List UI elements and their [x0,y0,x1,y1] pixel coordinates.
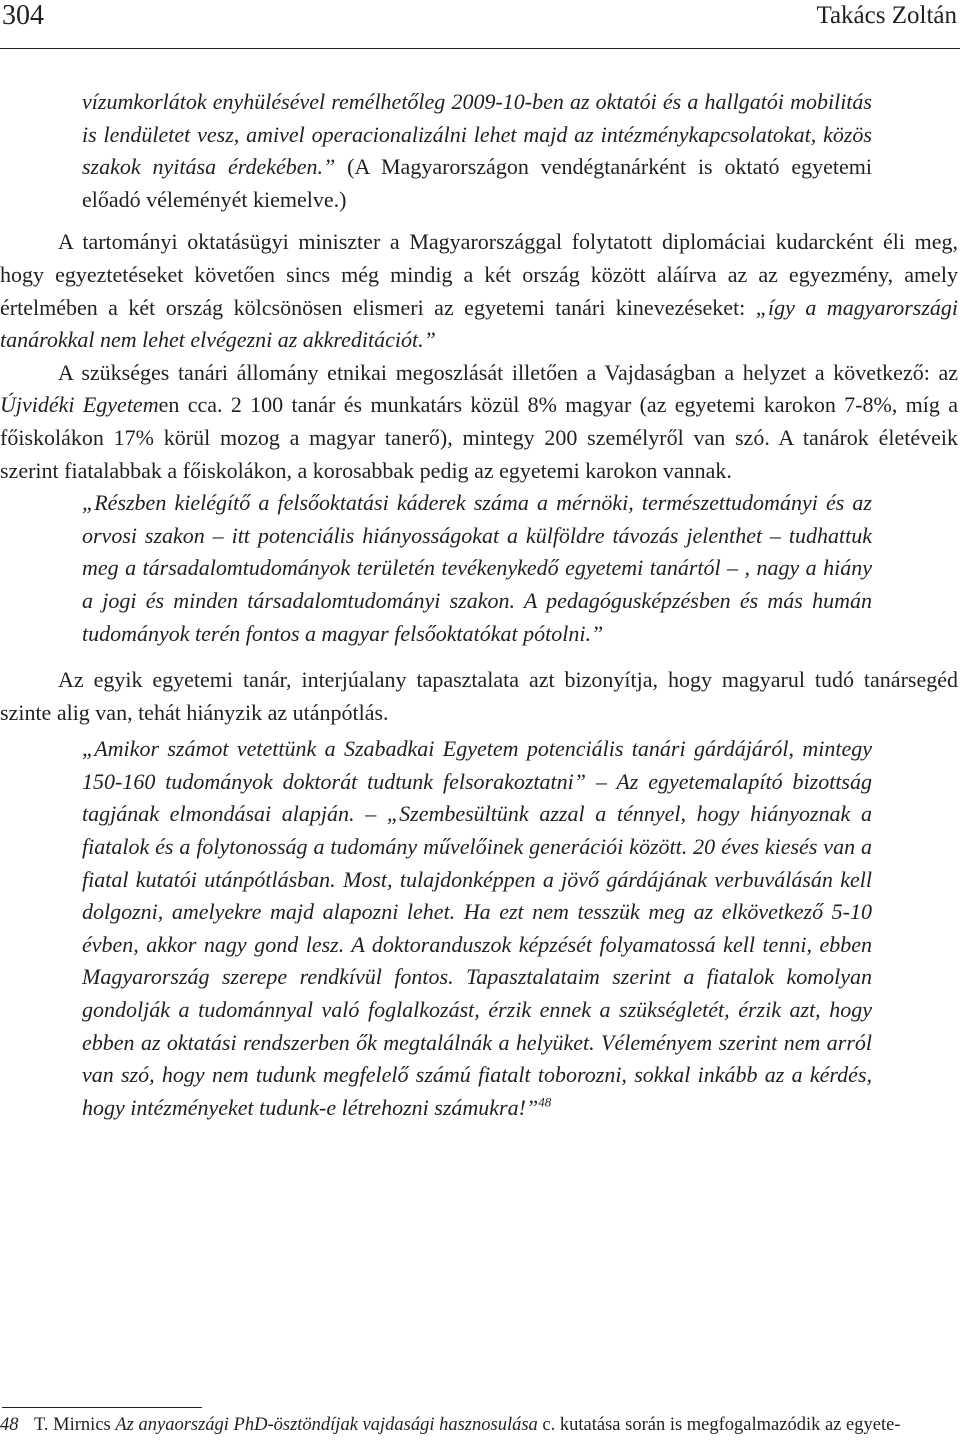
quote-continuation-text: vízumkorlátok enyhülésével remélhetőleg 2009-10-ben az oktatói és a hallgatói mobilitás is lendületet vesz, amivel operacionalizálni lehet majd az intézménykapcsolatokat, közös szakok nyitása érdekében.” [82,89,872,180]
paragraph-staff-text-after: en cca. 2 100 tanár és munkatárs közül 8% magyar (az egyetemi karokon 7-8%, míg a főiskolákon 17% körül mozog a magyar tanerő), mintegy 200 személyről van szó. A tanárok életéveik szerint fiatalabbak a főiskolákon, a korosabbak pedig az egyetemi karokon vannak. [0,392,958,483]
paragraph-ministry-quote: „így a magyarországi tanárokkal nem lehet elvégezni az akkreditációt.” [0,294,958,353]
footnote-text-before: T. Mirnics [34,1415,116,1435]
running-author: Takács Zoltán [816,2,957,29]
quote-source-note: (A Magyarországon vendégtanárként is oktató egyetemi előadó véleményét kiemelve.) [82,154,872,212]
university-name: Újvidéki Egyetem [0,392,159,418]
footnote-marker: 48 [0,1415,19,1435]
running-header [0,0,960,49]
page-body [0,86,958,1124]
footnote-reference[interactable]: 48 [538,1094,552,1110]
footnote-separator [2,1407,202,1408]
footnote-cited-title: Az anyaországi PhD-ösztöndíjak vajdasági hasznosulása [115,1415,538,1435]
footnote [0,1413,960,1437]
quote-continuation [82,86,872,216]
page-number: 304 [2,0,44,31]
block-quote-subotica-text: „Amikor számot vetettünk a Szabadkai Egyetem potenciális tanári gárdájáról, mintegy 150-160 tudományok doktorát tudtunk felsorakoztatni” – Az egyetemalapító bizottság tagjának elmondásai alapján. – „Szembesültünk azzal a ténnyel, hogy hiányoznak a fiatalok és a folytonosság a tudomány művelőinek generációi között. 20 éves kiesés van a fiatal kutatói utánpótlásban. Most, tulajdonképpen a jövő gárdájának verbuválásán kell dolgozni, amelyekre majd alapozni lehet. Ha ezt nem tesszük meg az elkövetkező 5-10 évben, akkor nagy gond lesz. A doktoranduszok képzését folyamatossá kell tenni, ebben Magyarország szerepe rendkívül fontos. Tapasztalataim szerint a fiatalok komolyan gondolják a tudománnyal való foglalkozást, érzik ennek a szükségletét, érzik azt, hogy ebben az oktatási rendszerben ők megtalálnák a helyüket. Véleményem szerint nem arról van szó, hogy nem tudunk megfelelő számú fiatalt toborozni, sokkal inkább az a kérdés, hogy intézményeket tudunk-e létrehozni számukra!” [82,736,872,1120]
paragraph-staff-distribution [0,357,958,487]
paragraph-interview: Az egyik egyetemi tanár, interjúalany tapasztalata azt bizonyítja, hogy magyarul tudó tanársegéd szinte alig van, tehát hiányzik az utánpótlás. [0,667,958,725]
paragraph-ministry [0,226,958,356]
block-quote-subotica [82,733,872,1124]
footnote-text-after: c. kutatása során is megfogalmazódik az egyete- [537,1415,901,1435]
block-quote-faculty: „Részben kielégítő a felsőoktatási káderek száma a mérnöki, természettudományi és az orvosi szakon – itt potenciális hiányosságokat a külföldre távozás jelenthet – tudhattuk meg a társadalomtudományok területén tevékenykedő egyetemi tanártól – , nagy a hiány a jogi és minden társadalomtudományi szakon. A pedagógusképzésben és más humán tudományok terén fontos a magyar felsőoktatókat pótolni.” [82,490,872,646]
paragraph-ministry-text: A tartományi oktatásügyi miniszter a Magyarországgal folytatott diplomáciai kudarcként éli meg, hogy egyeztetéseket követően sincs még mindig a két ország között aláírva az az egyezmény, amely értelmében a két ország kölcsönösen elismeri az egyetemi tanári kinevezéseket: [0,229,958,320]
paragraph-staff-text-before: A szükséges tanári állomány etnikai megoszlását illetően a Vajdaságban a helyzet a következő: az [58,359,958,385]
